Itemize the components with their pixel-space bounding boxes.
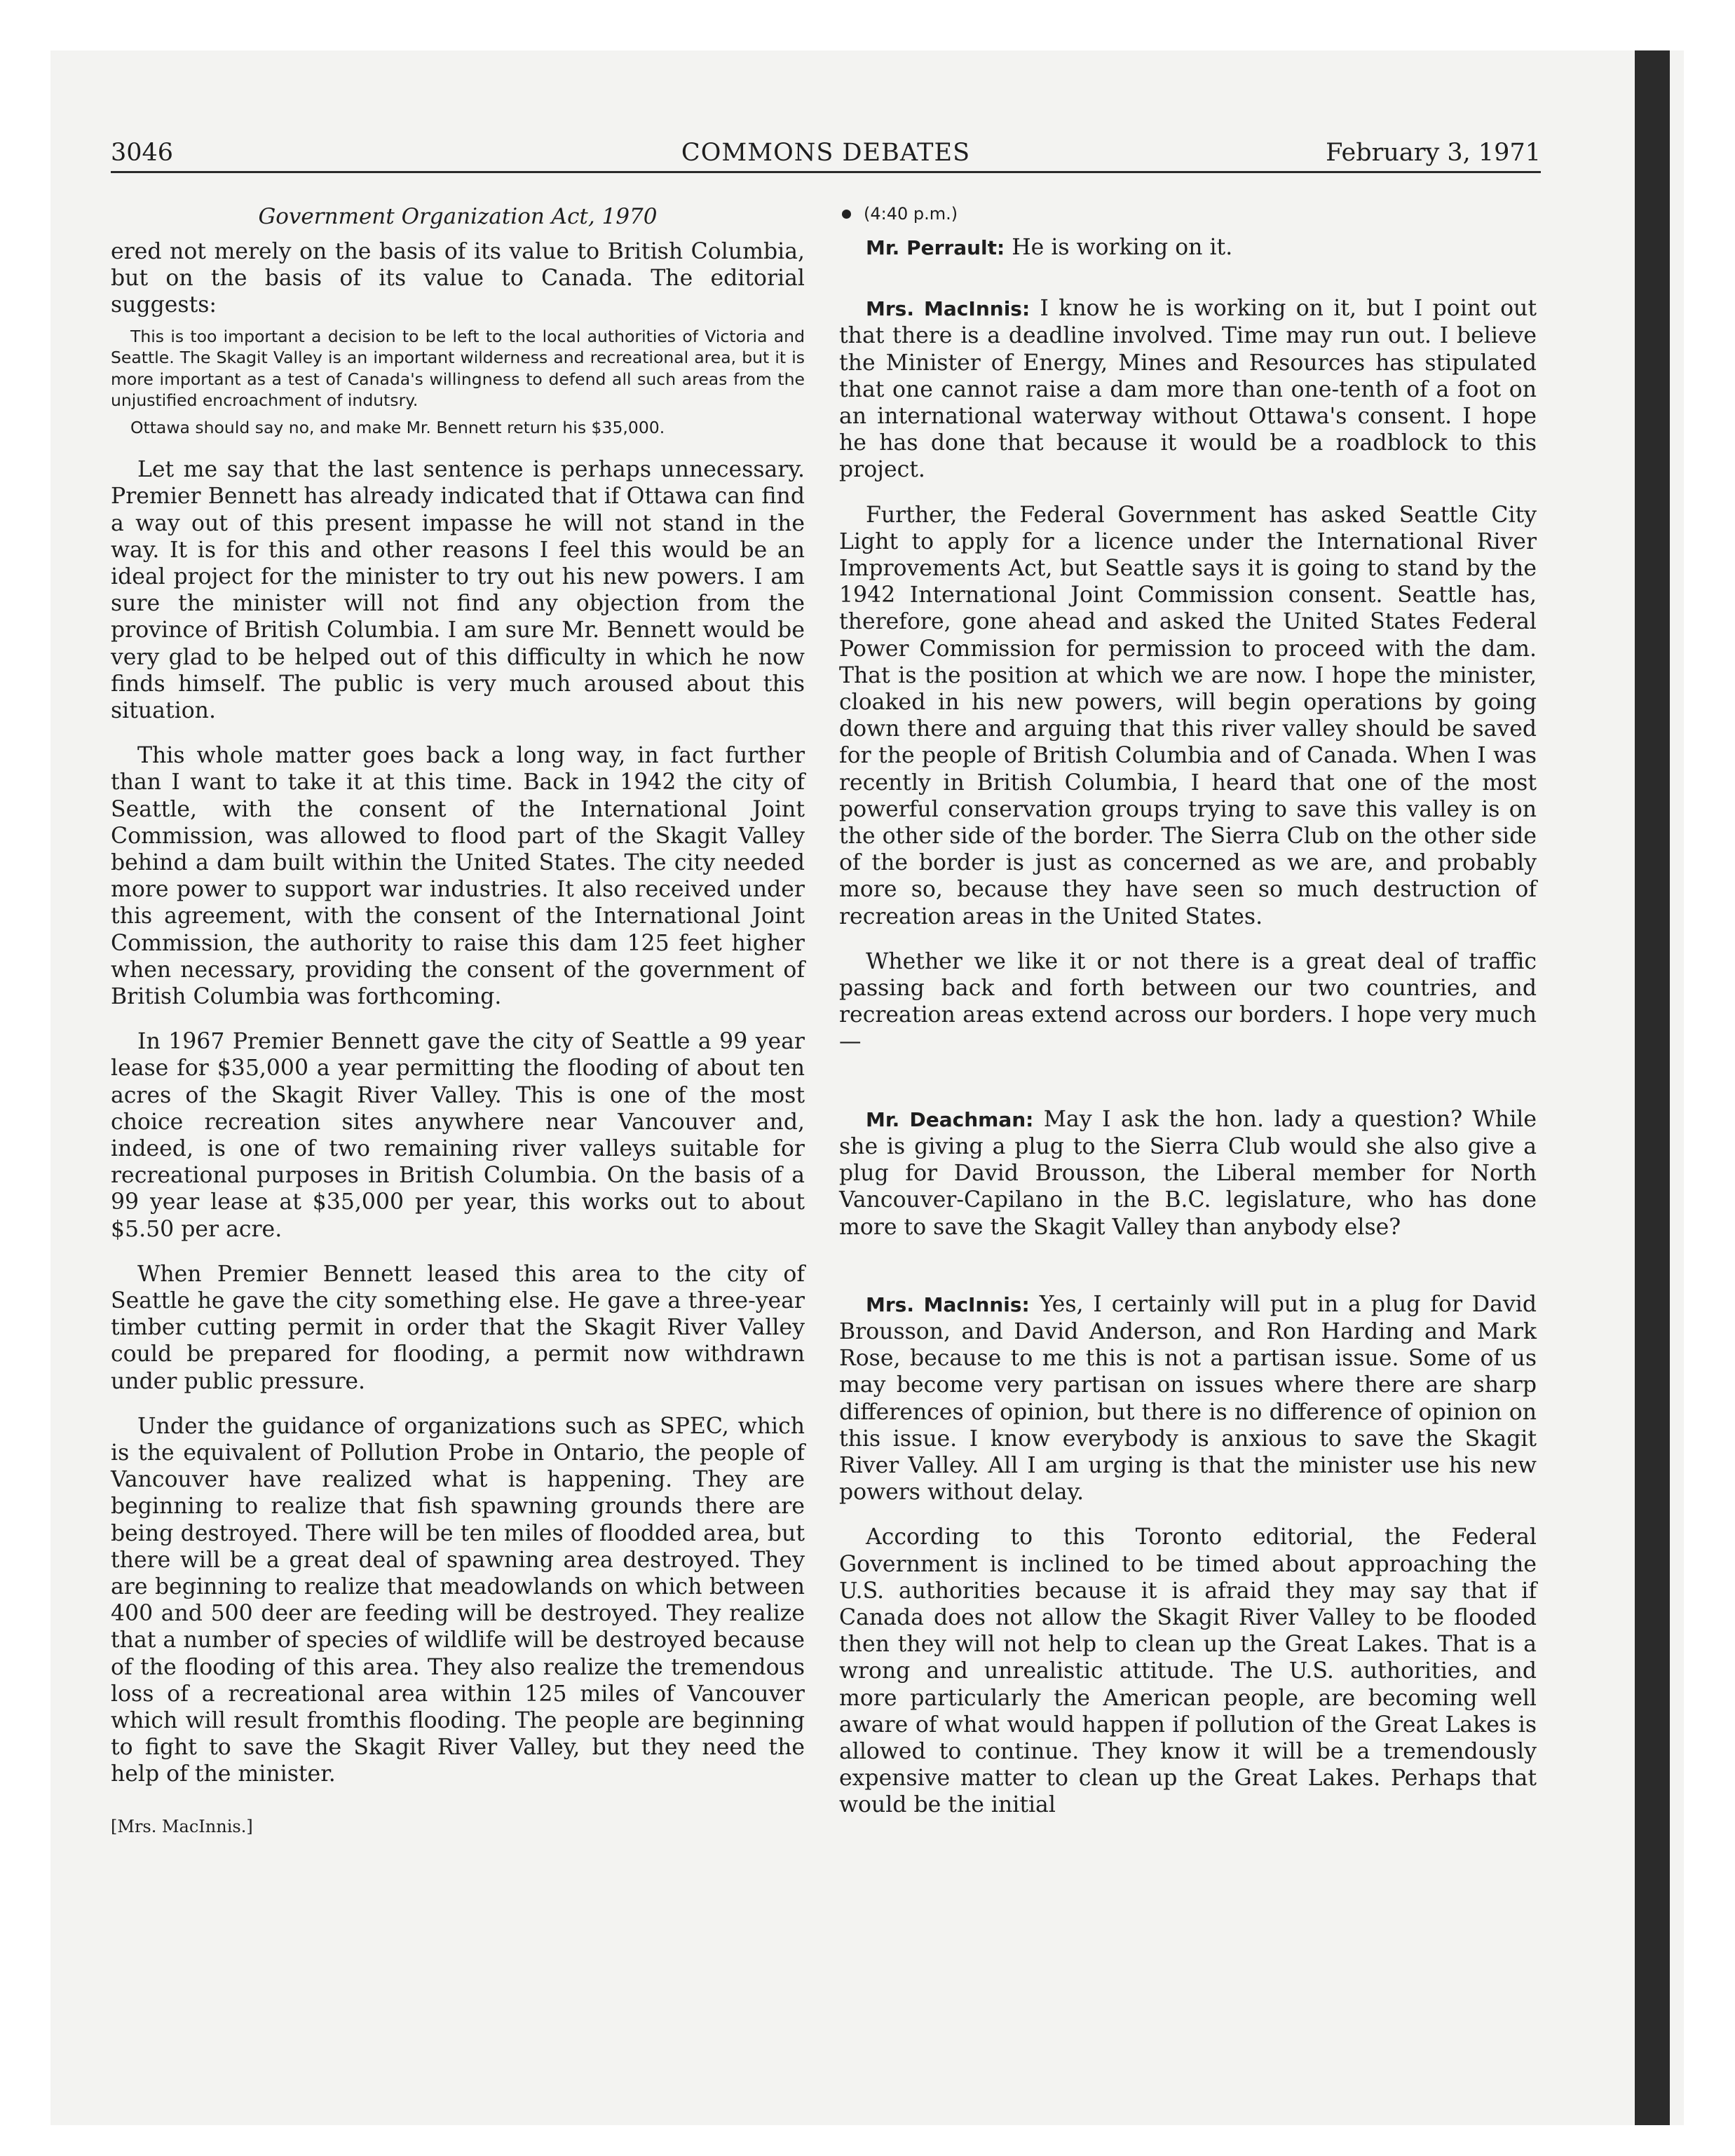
speech xyxy=(839,295,1537,483)
paragraph: When Premier Bennett leased this area to the city of Seattle he gave the city something else. He gave a three-year timber cutting permit in order that the Skagit River Valley could be prepared for flooding, a permit now withdrawn under public pressure. xyxy=(111,1261,805,1394)
bullet-icon xyxy=(842,210,851,219)
paragraph: Under the guidance of organizations such as SPEC, which is the equivalent of Pollution Probe in Ontario, the people of Vancouver have realized what is happening. They are beginning to realize that fish spawning grounds there are being destroyed. There will be ten miles of floodded area, but there will be a great deal of spawning area destroyed. They are beginning to realize that meadowlands on which between 400 and 500 deer are feeding will be destroyed. They realize that a number of species of wildlife will be destroyed because of the flooding of this area. They also realize the tremendous loss of a recreational area within 125 miles of Vancouver which will result fromthis flooding. The people are beginning to fight to save the Skagit River Valley, but they need the help of the minister. xyxy=(111,1413,805,1787)
speech-text: He is working on it. xyxy=(1005,235,1233,260)
page-header xyxy=(111,137,1541,173)
paragraph: Whether we like it or not there is a great deal of traffic passing back and forth between our two countries, and recreation areas extend across our borders. I hope very much— xyxy=(839,948,1537,1055)
timestamp xyxy=(839,203,1537,224)
editorial-quote: This is too important a decision to be left to the local authorities of Victoria and Seattle. The Skagit Valley is an important wilderness and recreational area, but it is more important as a test of Canada's willingness to defend all such areas from the unjustified encroachment of indutsry. xyxy=(111,326,805,411)
speech-text: May I ask the hon. lady a question? While she is giving a plug to the Sierra Club would she also give a plug for David Brousson, the Liberal member for North Vancouver-Capilano in the B.C. legislature, who has done more to save the Skagit Valley than anybody else? xyxy=(839,1106,1537,1240)
paragraph: Let me say that the last sentence is perhaps unnecessary. Premier Bennett has already indicated that if Ottawa can find a way out of this present impasse he will not stand in the way. It is for this and other reasons I feel this would be an ideal project for the minister to try out his new powers. I am sure the minister will not find any objection from the province of British Columbia. I am sure Mr. Bennett would be very glad to be helped out of this difficulty in which he now finds himself. The public is very much aroused about this situation. xyxy=(111,457,805,723)
left-column xyxy=(111,203,805,1840)
paragraph: Further, the Federal Government has asked Seattle City Light to apply for a licence under the International River Improvements Act, but Seattle says it is going to stand by the 1942 International Joint Commission consent. Seattle has, therefore, gone ahead and asked the United States Federal Power Commission for permission to proceed with the dam. That is the position at which we are now. I hope the minister, cloaked in his new powers, will begin operations by going down there and arguing that this river valley should be saved for the people of British Columbia and of Canada. When I was recently in British Columbia, I heard that one of the most powerful conservation groups trying to save this valley is on the other side of the border. The Sierra Club on the other side of the border is just as concerned as we are, and probably more so, because they have seen so much destruction of recreation areas in the United States. xyxy=(839,502,1537,929)
speech xyxy=(839,1291,1537,1506)
paragraph: According to this Toronto editorial, the Federal Government is inclined to be timed about approaching the U.S. authorities because it is afraid they may say that if Canada does not allow the Skagit River Valley to be flooded then they will not help to clean up the Great Lakes. That is a wrong and unrealistic attitude. The U.S. authorities, and more particularly the American people, are becoming well aware of what would happen if pollution of the Great Lakes is allowed to continue. They know it will be a tremendously expensive matter to clean up the Great Lakes. Perhaps that would be the initial xyxy=(839,1524,1537,1818)
running-head: Government Organization Act, 1970 xyxy=(258,204,658,229)
speech-text: Yes, I certainly will put in a plug for David Brousson, and David Anderson, and Ron Harding and Mark Rose, because to me this is not a partisan issue. Some of us may become very partisan on issues where there are sharp differences of opinion, but there is no difference of opinion on this issue. I know everybody is anxious to save the Skagit River Valley. All I am urging is that the minister use his new powers without delay. xyxy=(839,1291,1537,1506)
publication-date: February 3, 1971 xyxy=(1326,139,1541,167)
continued-paragraph: ered not merely on the basis of its value to British Columbia, but on the basis of its value to Canada. The editorial suggests: xyxy=(111,239,805,318)
speech xyxy=(839,234,1537,261)
editorial-quote: Ottawa should say no, and make Mr. Bennett return his $35,000. xyxy=(130,417,665,437)
scan-edge-shadow xyxy=(1635,50,1670,2125)
publication-title: COMMONS DEBATES xyxy=(681,139,971,167)
speaker-name: Mrs. MacInnis: xyxy=(866,297,1030,321)
timestamp-text: (4:40 p.m.) xyxy=(864,204,958,224)
paragraph: In 1967 Premier Bennett gave the city of Seattle a 99 year lease for $35,000 a year permitting the flooding of about ten acres of the Skagit River Valley. This is one of the most choice recreation sites anywhere near Vancouver and, indeed, is one of two remaining river valleys suitable for recreational purposes in British Columbia. On the basis of a 99 year lease at $35,000 per year, this works out to about $5.50 per acre. xyxy=(111,1029,805,1242)
speaker-name: Mrs. MacInnis: xyxy=(866,1292,1030,1316)
page-number: 3046 xyxy=(111,139,174,167)
speaker-name: Mr. Perrault: xyxy=(866,236,1005,259)
speech-text: I know he is working on it, but I point out that there is a deadline involved. Time may run out. I believe the Minister of Energy, Mines and Resources has stipulated that one cannot raise a dam more than one-tenth of a foot on an international waterway without Ottawa's consent. I hope he has done that because it would be a roadblock to this project. xyxy=(839,296,1537,483)
right-column xyxy=(839,203,1537,1819)
speaker-attribution: [Mrs. MacInnis.] xyxy=(111,1816,253,1836)
speaker-name: Mr. Deachman: xyxy=(866,1107,1034,1131)
paragraph: This whole matter goes back a long way, in fact further than I want to take it at this time. Back in 1942 the city of Seattle, with the consent of the International Joint Commission, was allowed to flood part of the Skagit Valley behind a dam built within the United States. The city needed more power to support war industries. It also received under this agreement, with the consent of the International Joint Commission, the authority to raise this dam 125 feet higher when necessary, providing the consent of the government of British Columbia was forthcoming. xyxy=(111,743,805,1009)
speech xyxy=(839,1106,1537,1241)
